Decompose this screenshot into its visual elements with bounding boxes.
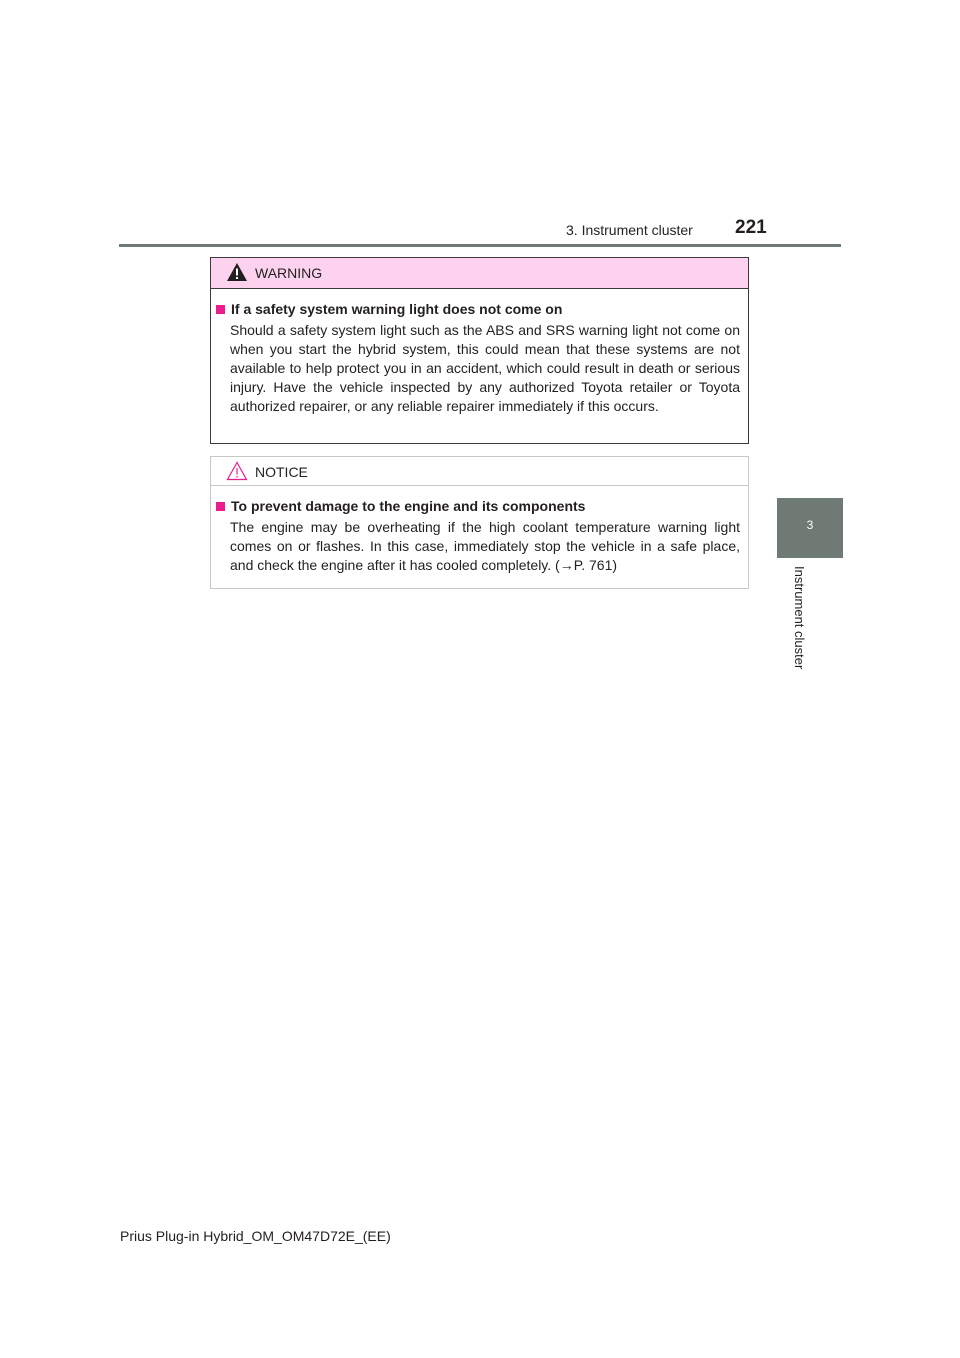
warning-item-heading xyxy=(216,300,562,318)
warning-triangle-filled-icon xyxy=(226,262,248,282)
warning-body: Should a safety system light such as the ABS and SRS warning light not come on when you start the hybrid system, this could mean that these systems are not available to help protect you in an accident, which could result in death or serious injury. Have the vehicle inspected by any authorized Toyota retailer or Toyota authorized repairer, or any reliable repairer immediately if this occurs. xyxy=(230,322,740,414)
section-title: 3. Instrument cluster xyxy=(566,222,693,238)
warning-heading-text: If a safety system warning light does not come on xyxy=(231,301,563,317)
document-id: Prius Plug-in Hybrid_OM_OM47D72E_(EE) xyxy=(120,1228,391,1244)
chapter-number: 3 xyxy=(806,518,814,532)
warning-header xyxy=(211,258,748,289)
notice-body: The engine may be overheating if the high coolant temperature warning light comes on or flashes. In this case, immediately stop the vehicle in a safe place, and check the engine after it has cooled completely. (→P. 761) xyxy=(230,519,740,573)
chapter-tab xyxy=(777,498,843,558)
chapter-title: Instrument cluster xyxy=(792,566,807,670)
warning-box xyxy=(210,257,749,444)
header-rule xyxy=(119,244,841,247)
notice-item-heading xyxy=(216,497,585,515)
warning-triangle-outline-icon xyxy=(226,461,248,481)
notice-header xyxy=(211,457,748,486)
bullet-square-icon xyxy=(216,305,225,314)
notice-label: NOTICE xyxy=(255,464,308,480)
notice-heading-text: To prevent damage to the engine and its components xyxy=(231,498,586,514)
page-number: 221 xyxy=(735,217,767,238)
notice-box xyxy=(210,456,749,589)
warning-label: WARNING xyxy=(255,265,323,281)
bullet-square-icon xyxy=(216,502,225,511)
